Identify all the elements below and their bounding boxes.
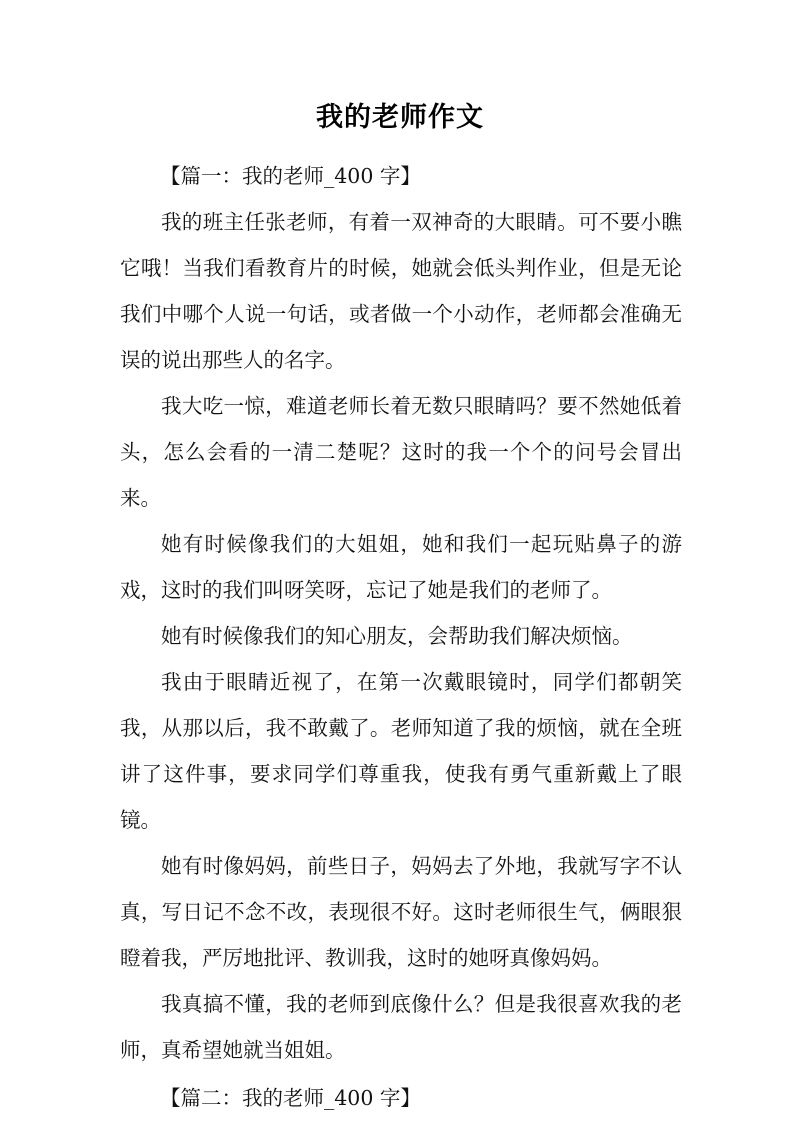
document-body (120, 153, 682, 1121)
section-heading-1: 【篇一：我的老师_400 字】 (160, 164, 421, 188)
paragraph-2: 我大吃一惊，难道老师长着无数只眼睛吗？要不然她低着头，怎么会看的一清二楚呢？这时的我一个个的问号会冒出来。 (120, 394, 682, 510)
paragraph-1: 我的班主任张老师，有着一双神奇的大眼睛。可不要小瞧它哦！当我们看教育片的时候，她就会低头判作业，但是无论我们中哪个人说一句话，或者做一个小动作，老师都会准确无误的说出那些人的名字。 (120, 210, 682, 372)
paragraph-5: 我由于眼睛近视了，在第一次戴眼镜时，同学们都朝笑我，从那以后，我不敢戴了。老师知道了我的烦恼，就在全班讲了这件事，要求同学们尊重我，使我有勇气重新戴上了眼镜。 (120, 670, 682, 832)
document-title: 我的老师作文 (316, 102, 484, 133)
paragraph-7: 我真搞不懂，我的老师到底像什么？但是我很喜欢我的老师，真希望她就当姐姐。 (120, 992, 682, 1062)
paragraph-6: 她有时像妈妈，前些日子，妈妈去了外地，我就写字不认真，写日记不念不改，表现很不好。这时老师很生气，俩眼狠瞪着我，严厉地批评、教训我，这时的她呀真像妈妈。 (120, 854, 682, 970)
paragraph-3: 她有时候像我们的大姐姐，她和我们一起玩贴鼻子的游戏，这时的我们叫呀笑呀，忘记了她是我们的老师了。 (120, 532, 682, 602)
section-heading-2: 【篇二：我的老师_400 字】 (160, 1086, 421, 1110)
paragraph-4: 她有时候像我们的知心朋友，会帮助我们解决烦恼。 (161, 624, 633, 648)
